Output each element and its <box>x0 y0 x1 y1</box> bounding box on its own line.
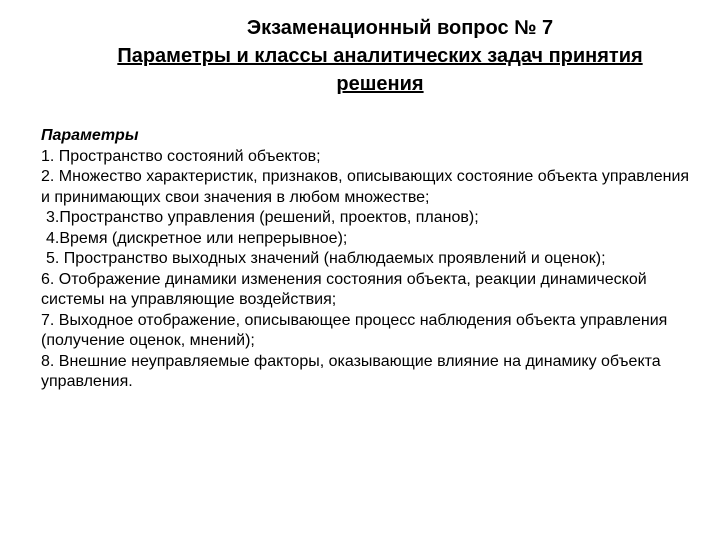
list-item: 3.Пространство управления (решений, проектов, планов); <box>46 209 479 226</box>
topic-title-line-2: решения <box>336 73 424 95</box>
section-heading: Параметры <box>41 127 139 144</box>
list-item: 4.Время (дискретное или непрерывное); <box>46 229 348 247</box>
list-item: 7. Выходное отображение, описывающее процесс наблюдения объекта управления (получение оценок, мнений); <box>41 311 668 349</box>
list-item: 1. Пространство состояний объектов; <box>41 147 321 165</box>
list-item: 6. Отображение динамики изменения состояния объекта, реакции динамической системы на управляющие воздействия; <box>41 270 647 308</box>
slide-title <box>30 10 720 98</box>
parameters-section <box>41 126 691 393</box>
exam-question-number: Экзаменационный вопрос № 7 <box>246 17 554 39</box>
list-item: 8. Внешние неуправляемые факторы, оказывающие влияние на динамику объекта управления. <box>41 352 661 390</box>
topic-title-line-1: Параметры и классы аналитических задач принятия <box>117 45 643 67</box>
list-item: 5. Пространство выходных значений (наблюдаемых проявлений и оценок); <box>46 250 606 267</box>
list-item: 2. Множество характеристик, признаков, описывающих состояние объекта управления и принимающих свои значения в любом множестве; <box>41 168 690 206</box>
